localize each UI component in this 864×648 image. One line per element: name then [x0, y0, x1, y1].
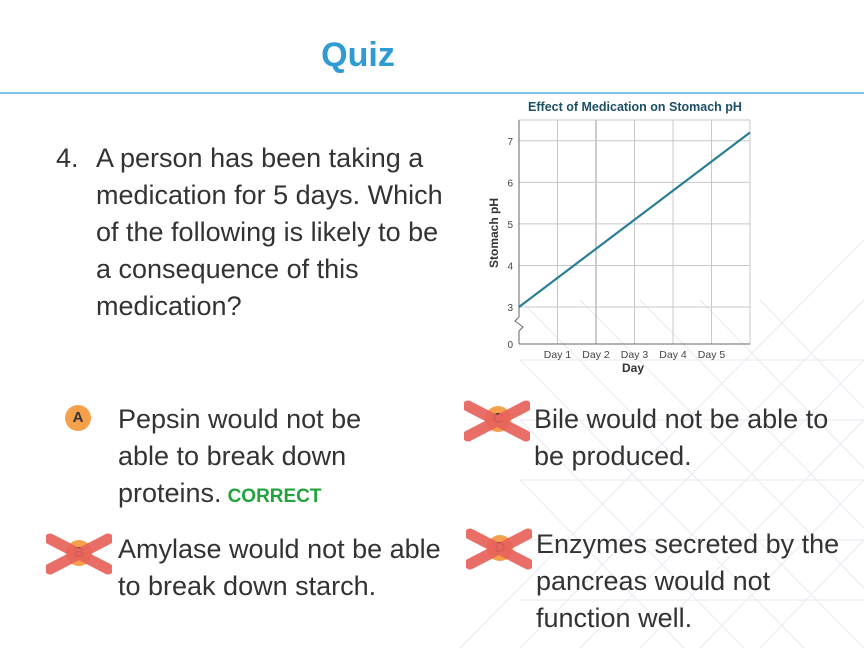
slide-title: Quiz [321, 36, 395, 74]
correct-badge: CORRECT [227, 486, 322, 507]
chart-ticks [507, 137, 725, 361]
chart-title: Effect of Medication on Stomach pH [528, 100, 742, 114]
chart-y-label: Stomach pH [487, 197, 501, 269]
x-tick-label: Day 4 [659, 349, 687, 361]
option-b-text[interactable]: Amylase would not be able to break down starch. [118, 534, 441, 601]
title-divider [0, 92, 864, 94]
y-axis-break [515, 317, 523, 331]
chart-x-label: Day [621, 361, 645, 375]
chart-axes [515, 120, 750, 344]
y-tick-label: 5 [507, 219, 513, 231]
option-d-text[interactable]: Enzymes secreted by the pancreas would not function well. [536, 529, 840, 633]
option-d-cross-icon [466, 526, 532, 570]
option-b-cross-icon [46, 531, 112, 575]
x-tick-label: Day 5 [697, 349, 726, 361]
y-tick-label: 6 [507, 178, 513, 190]
x-tick-label: Day 2 [582, 349, 610, 361]
stomach-ph-chart [478, 96, 768, 378]
y-tick-label: 7 [507, 136, 513, 148]
option-c-cross-icon [464, 398, 530, 442]
option-c-text[interactable]: Bile would not be able to be produced. [534, 404, 829, 471]
x-tick-label: Day 1 [543, 349, 572, 361]
option-a-label: Pepsin would not be able to break down proteins. [118, 404, 362, 508]
y-tick-label: 3 [507, 303, 513, 314]
option-a-text[interactable] [118, 401, 418, 515]
chart-grid [519, 120, 750, 344]
question-text: A person has been taking a medication for 5 days. Which of the following is likely to be a consequence of this medication? [96, 143, 443, 321]
option-a-marker[interactable]: A [65, 405, 91, 431]
y-tick-label: 4 [507, 261, 513, 273]
y-tick-label: 0 [507, 340, 513, 351]
x-tick-label: Day 3 [620, 349, 649, 361]
question-number: 4. [56, 143, 79, 173]
